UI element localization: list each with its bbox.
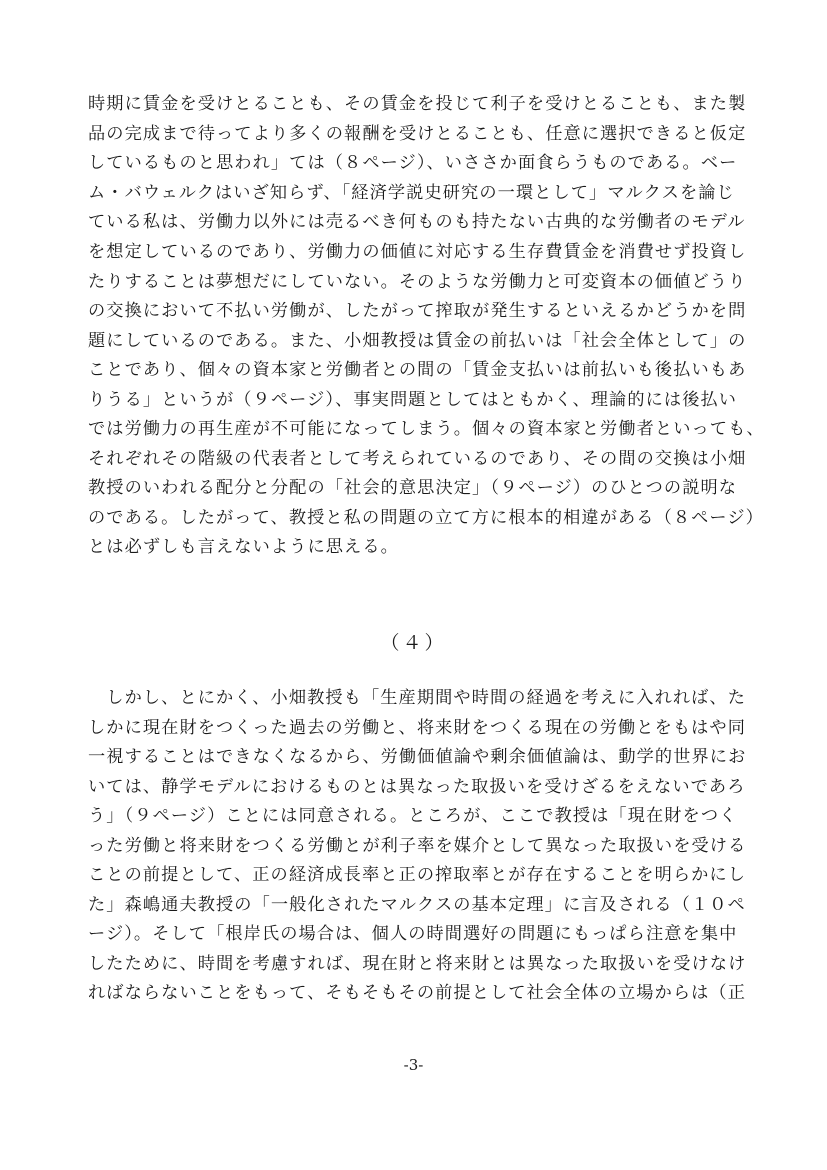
section-heading: （４） bbox=[380, 632, 447, 654]
text-line: った労働と将来財をつくる労働とが利子率を媒介として異なった取扱いを受ける bbox=[88, 836, 747, 856]
text-line: ージ）。そして「根岸氏の場合は、個人の時間選好の問題にもっぱら注意を集中 bbox=[88, 924, 738, 944]
page-number: -3- bbox=[403, 1056, 424, 1074]
text-line: ことの前提として、正の経済成長率と正の搾取率とが存在することを明らかにし bbox=[88, 865, 747, 885]
text-line: 題にしているのである。また、小畑教授は賃金の前払いは「社会全体として」の bbox=[88, 331, 747, 351]
text-line: しているものと思われ」ては（８ページ）、いささか面食らうものである。ベー bbox=[88, 153, 738, 173]
text-line: いては、静学モデルにおけるものとは異なった取扱いを受けざるをえないであろ bbox=[88, 777, 746, 797]
text-line: た」森嶋通夫教授の「一般化されたマルクスの基本定理」に言及される（１０ペ bbox=[88, 895, 746, 915]
text-line: とは必ずしも言えないように思える。 bbox=[88, 537, 399, 557]
text-line: ことであり、個々の資本家と労働者との間の「賃金支払いは前払いも後払いもあ bbox=[88, 360, 747, 380]
text-line: しかし、とにかく、小畑教授も「生産期間や時間の経過を考えに入れれば、た bbox=[88, 688, 747, 708]
text-line: 時期に賃金を受けとることも、その賃金を投じて利子を受けとることも、また製 bbox=[88, 94, 747, 114]
text-line: ればならないことをもって、そもそもその前提として社会全体の立場からは（正 bbox=[88, 983, 747, 1003]
text-line: のである。したがって、教授と私の問題の立て方に根本的相違がある（８ページ） bbox=[88, 508, 764, 528]
text-line: それぞれその階級の代表者として考えられているのであり、その間の交換は小畑 bbox=[88, 449, 747, 469]
text-line: を想定しているのであり、労働力の価値に対応する生存費賃金を消費せず投資し bbox=[88, 242, 747, 262]
text-line: う」（９ページ）ことには同意される。ところが、ここで教授は「現在財をつく bbox=[88, 806, 738, 826]
text-line: 品の完成まで待ってより多くの報酬を受けとることも、任意に選択できると仮定 bbox=[88, 124, 747, 144]
text-line: の交換において不払い労働が、したがって搾取が発生するといえるかどうかを問 bbox=[88, 301, 747, 321]
text-line: したために、時間を考慮すれば、現在財と将来財とは異なった取扱いを受けなけ bbox=[88, 954, 747, 974]
text-line: ム・バウェルクはいざ知らず、「経済学説史研究の一環として」マルクスを論じ bbox=[88, 183, 735, 203]
text-line: たりすることは夢想だにしていない。そのような労働力と可変資本の価値どうり bbox=[88, 272, 747, 292]
text-line: 教授のいわれる配分と分配の「社会的意思決定」（９ページ）のひとつの説明な bbox=[88, 478, 738, 498]
text-line: では労働力の再生産が不可能になってしまう。個々の資本家と労働者といっても、 bbox=[88, 419, 765, 439]
text-line: りうる」というが（９ページ）、事実問題としてはともかく、理論的には後払い bbox=[88, 390, 738, 410]
text-line: 一視することはできなくなるから、労働価値論や剰余価値論は、動学的世界にお bbox=[88, 747, 747, 767]
text-line: ている私は、労働力以外には売るべき何ものも持たない古典的な労働者のモデル bbox=[88, 212, 746, 232]
text-line: しかに現在財をつくった過去の労働と、将来財をつくる現在の労働とをもはや同 bbox=[88, 718, 747, 738]
